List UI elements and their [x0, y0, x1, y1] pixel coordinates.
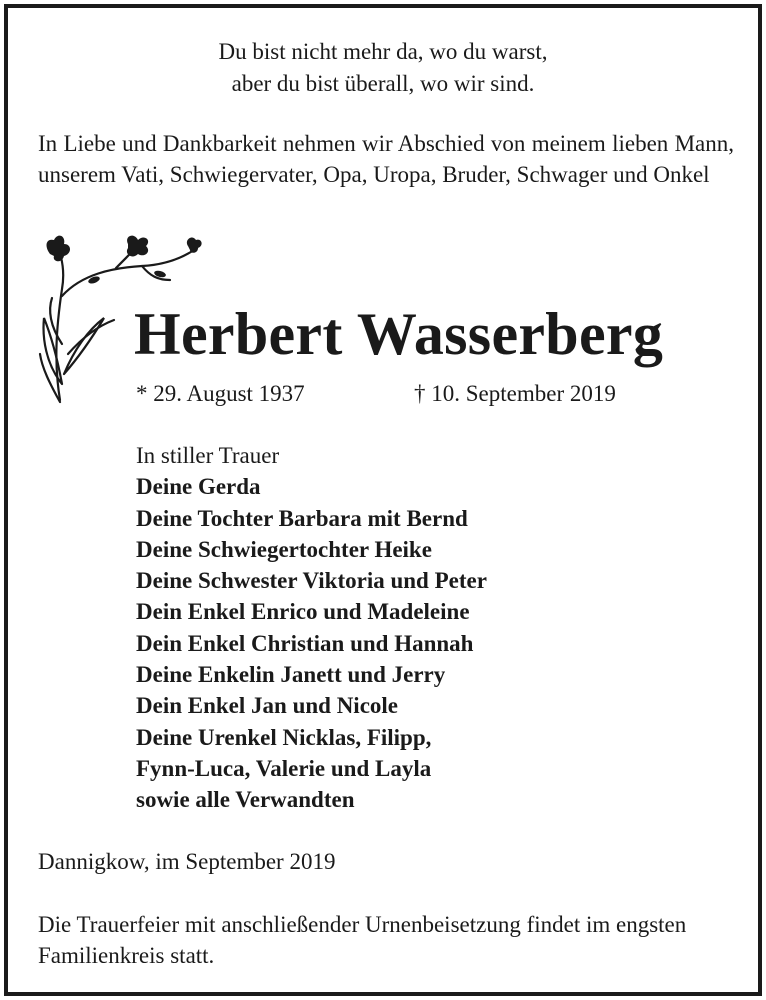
mourner-line: Dein Enkel Christian und Hannah	[136, 630, 474, 656]
mourner-line: Dein Enkel Enrico und Madeleine	[136, 599, 470, 625]
mourner-line: Fynn-Luca, Valerie und Layla	[136, 755, 432, 781]
mourner-line: Deine Gerda	[136, 474, 261, 500]
mourning-lead: In stiller Trauer	[136, 443, 280, 468]
life-dates	[136, 378, 696, 410]
death-date: † 10. September 2019	[414, 381, 616, 406]
mourners-list	[136, 440, 696, 816]
motto-line-1: Du bist nicht mehr da, wo du warst,	[218, 39, 548, 64]
mourner-line: Deine Urenkel Nicklas, Filipp,	[136, 724, 432, 750]
mourner-line: Dein Enkel Jan und Nicole	[136, 693, 398, 719]
deceased-name: Herbert Wasserberg	[134, 301, 664, 367]
motto-line-2: aber du bist überall, wo wir sind.	[231, 71, 535, 96]
mourner-line: Deine Tochter Barbara mit Bernd	[136, 505, 468, 531]
mourner-line: Deine Enkelin Janett und Jerry	[136, 662, 446, 688]
motto	[8, 36, 758, 100]
birth-date: * 29. August 1937	[136, 381, 305, 406]
mourner-line: Deine Schwiegertochter Heike	[136, 536, 432, 562]
funeral-note: Die Trauerfeier mit anschließender Urnenbeisetzung findet im engsten Familienkreis statt.	[38, 912, 687, 968]
mourner-line: sowie alle Verwandten	[136, 787, 355, 813]
mourner-line: Deine Schwester Viktoria und Peter	[136, 568, 487, 594]
obituary-frame	[4, 4, 762, 996]
intro-text: In Liebe und Dankbarkeit nehmen wir Abschied von meinem lieben Mann, unserem Vati, Schwiegervater, Opa, Uropa, Bruder, Schwager und Onkel	[38, 131, 734, 187]
place-date: Dannigkow, im September 2019	[38, 849, 336, 874]
